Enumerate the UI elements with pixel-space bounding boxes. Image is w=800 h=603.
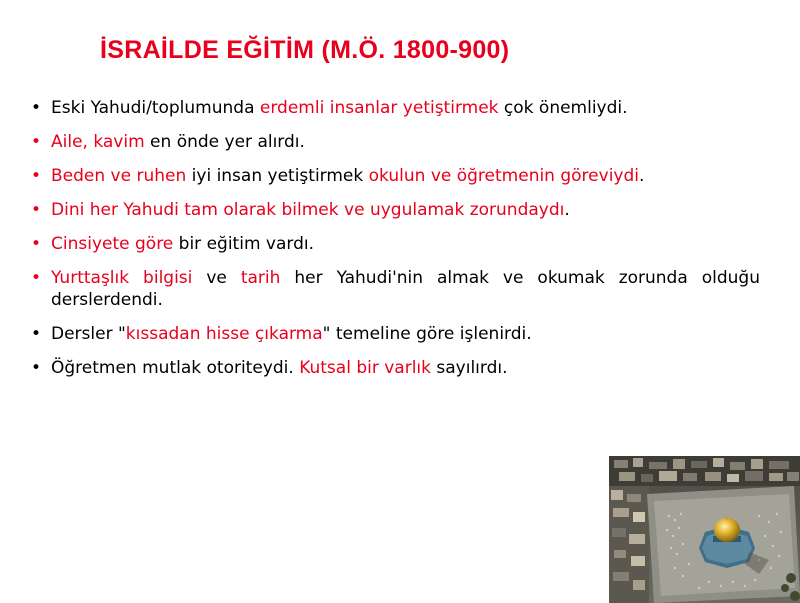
bullet-item [31,267,760,323]
body-text: " temeline göre işlenirdi. [322,324,532,344]
highlighted-text: Aile, kavim [51,132,145,152]
bullet-marker: • [31,358,42,378]
highlighted-text: Yurttaşlık bilgisi [51,268,193,288]
body-text: Öğretmen mutlak otoriteydi. [51,358,300,378]
highlighted-text: okulun ve öğretmenin göreviydi [368,166,639,186]
bullet-list [31,97,760,391]
body-text: en önde yer alırdı. [144,132,305,152]
body-text: iyi insan yetiştirmek [186,166,369,186]
slide-title: İSRAİLDE EĞİTİM (M.Ö. 1800-900) [100,36,510,64]
bullet-item [31,357,760,391]
body-text: Eski Yahudi/toplumunda [51,98,260,118]
highlighted-text: kıssadan hisse çıkarma [125,324,323,344]
body-text: Dersler " [51,324,126,344]
highlighted-text: Kutsal bir varlık [299,358,431,378]
bullet-item [31,199,760,233]
body-text: bir eğitim vardı. [173,234,314,254]
highlighted-text: erdemli insanlar yetiştirmek [259,98,499,118]
highlighted-text: tarih [240,268,281,288]
bullet-marker: • [31,132,42,152]
bullet-item [31,165,760,199]
highlighted-text: Cinsiyete göre [51,234,174,254]
dome-of-the-rock-photo [609,456,800,603]
body-text: ve [192,268,241,288]
bullet-marker: • [31,234,42,254]
highlighted-text: Beden ve ruhen [51,166,187,186]
body-text: . [639,166,645,186]
bullet-item [31,233,760,267]
body-text: sayılırdı. [431,358,508,378]
bullet-marker: • [31,98,42,118]
bullet-item [31,131,760,165]
body-text: . [564,200,570,220]
bullet-marker: • [31,268,42,288]
bullet-marker: • [31,166,42,186]
bullet-marker: • [31,200,42,220]
bullet-item [31,97,760,131]
body-text: çok önemliydi. [498,98,628,118]
bullet-item [31,323,760,357]
bullet-marker: • [31,324,42,344]
dome-of-the-rock-image [609,456,800,603]
body-text: her Yahudi'nin almak ve okumak zorunda olduğu derslerdendi. [51,268,760,310]
highlighted-text: Dini her Yahudi tam olarak bilmek ve uygulamak zorundaydı [51,200,565,220]
